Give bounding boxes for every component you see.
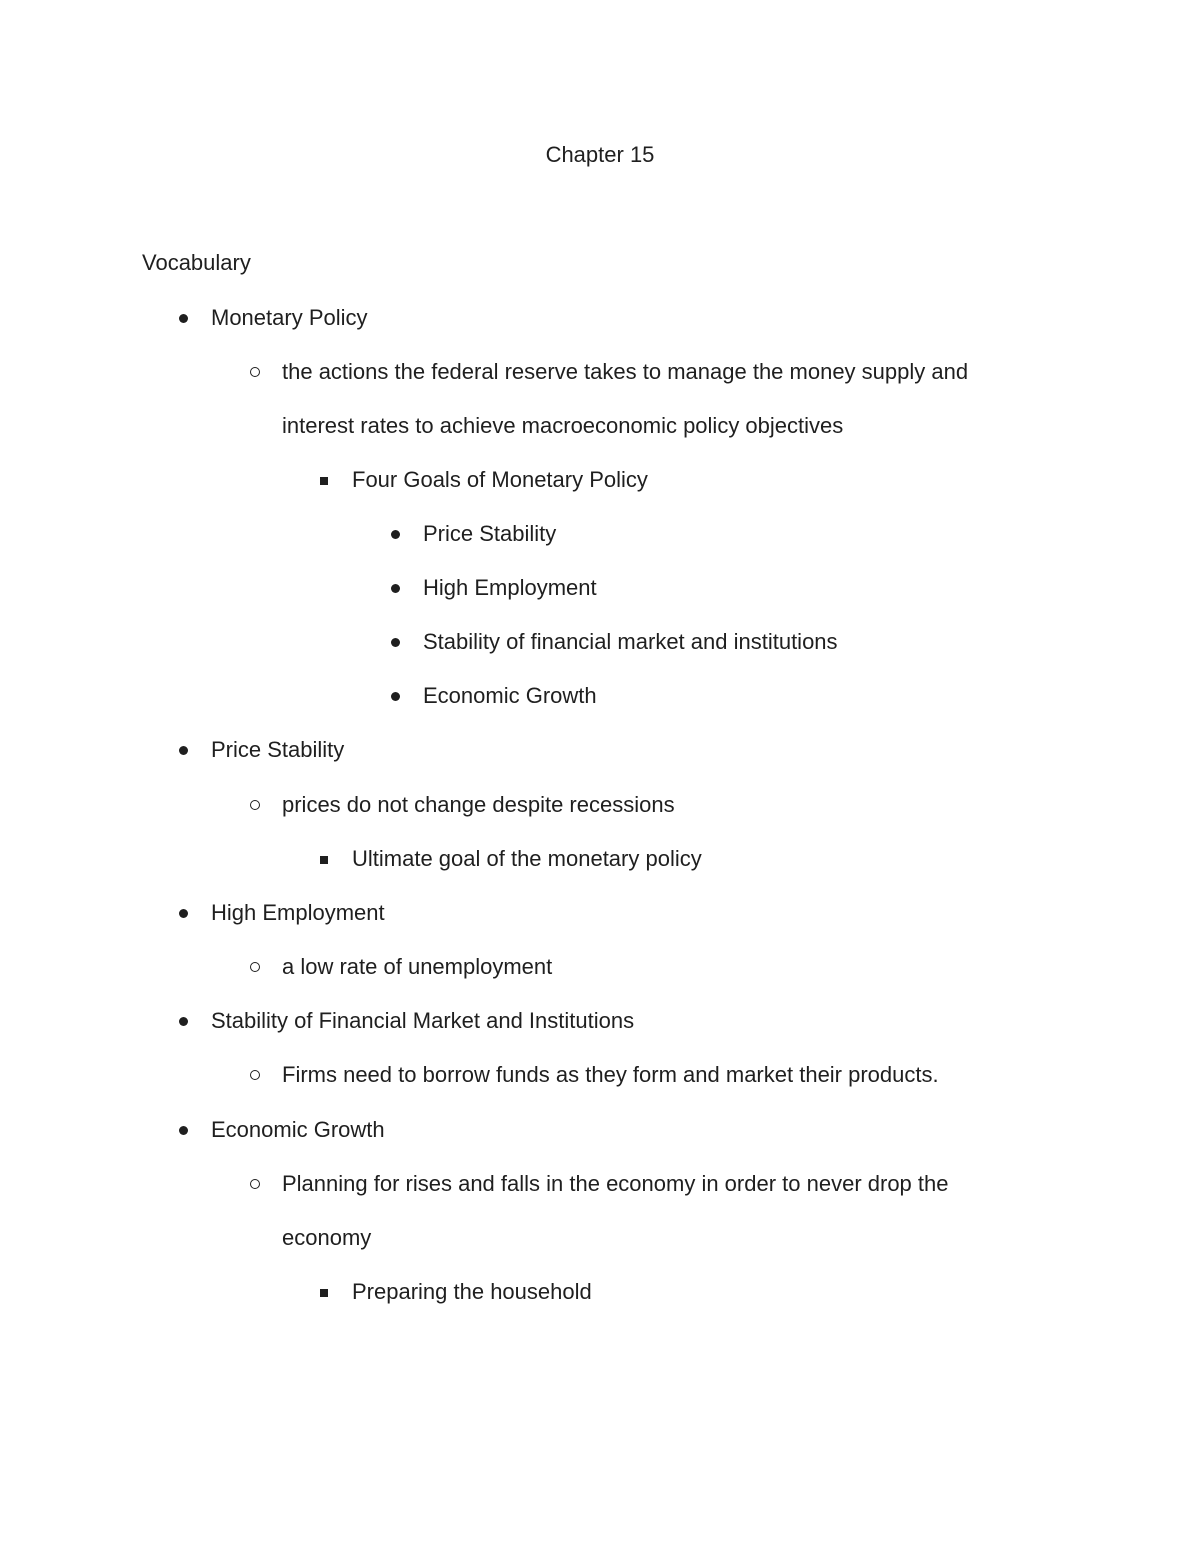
disc-bullet-icon [391,638,400,647]
circle-bullet-icon [250,367,260,377]
circle-bullet-icon [250,962,260,972]
square-bullet-icon [320,1289,328,1297]
list-item-text: Ultimate goal of the monetary policy [352,846,702,871]
square-bullet-icon [320,477,328,485]
list-item [352,1265,1112,1319]
disc-bullet-icon [179,1017,188,1026]
list-item-text: Monetary Policy [211,305,368,330]
list-item-text: High Employment [423,575,597,600]
disc-bullet-icon [391,530,400,539]
disc-bullet-icon [179,909,188,918]
list-item [352,453,1112,507]
list-item [211,291,971,345]
list-item [211,994,971,1048]
disc-bullet-icon [391,584,400,593]
circle-bullet-icon [250,800,260,810]
list-item [282,1157,1012,1265]
list-item [282,1048,1042,1102]
list-item-text: Economic Growth [211,1117,385,1142]
list-item [352,832,1112,886]
list-item-text: Firms need to borrow funds as they form and market their products. [282,1062,939,1087]
list-item-text: Four Goals of Monetary Policy [352,467,648,492]
list-item-text: Stability of Financial Market and Institutions [211,1008,635,1033]
list-item-text: Planning for rises and falls in the economy in order to never drop the economy [282,1171,949,1250]
list-item-text: Price Stability [423,521,557,546]
disc-bullet-icon [179,1126,188,1135]
list-item [211,1103,971,1157]
list-item-text: Price Stability [211,737,345,762]
disc-bullet-icon [391,692,400,701]
list-item-text: the actions the federal reserve takes to manage the money supply and interest rates to achieve macroeconomic policy objectives [282,359,969,438]
list-item-text: a low rate of unemployment [282,954,553,979]
disc-bullet-icon [179,314,188,323]
list-item-text: Stability of financial market and institutions [423,629,838,654]
list-item [423,507,1183,561]
circle-bullet-icon [250,1070,260,1080]
list-item [282,345,1042,453]
list-item-text: Economic Growth [423,683,597,708]
list-item [282,940,1042,994]
disc-bullet-icon [179,746,188,755]
section-heading: Vocabulary [142,250,251,275]
square-bullet-icon [320,856,328,864]
circle-bullet-icon [250,1179,260,1189]
list-item [211,886,971,940]
list-item-text: Preparing the household [352,1279,592,1304]
list-item [423,561,1183,615]
list-item [282,778,1042,832]
list-item-text: High Employment [211,900,385,925]
list-item [211,723,971,777]
page-title: Chapter 15 [545,142,655,167]
list-item [423,669,1183,723]
list-item-text: prices do not change despite recessions [282,792,675,817]
list-item [423,615,1183,669]
